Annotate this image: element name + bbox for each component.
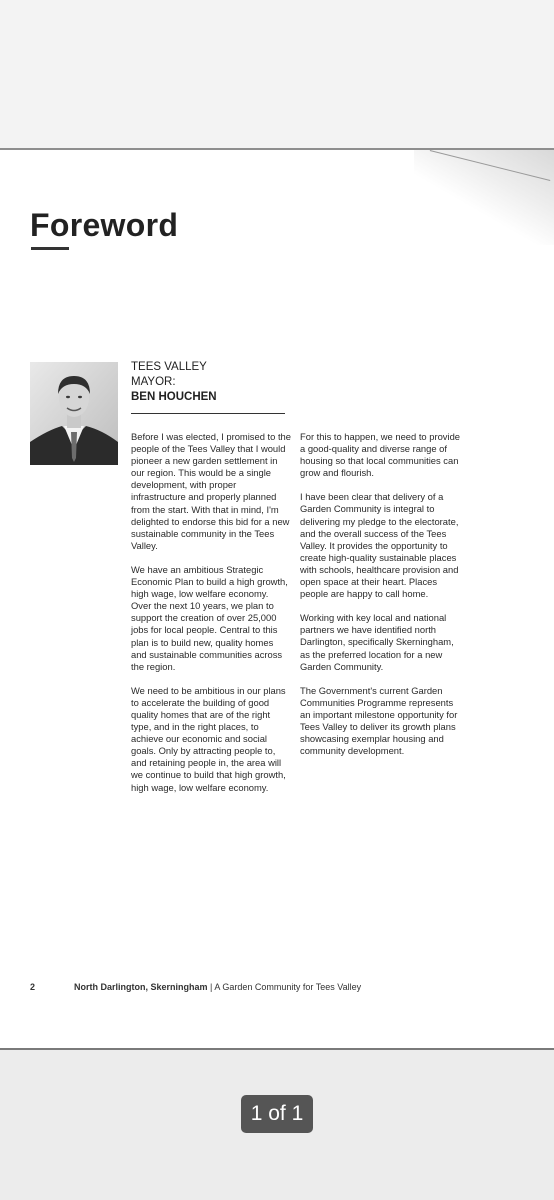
mayor-role [131,360,281,390]
document-page [0,148,554,1050]
text-column-right [300,431,460,769]
text-column-left [131,431,291,806]
paragraph: The Government's current Garden Communities Programme represents an important milestone opportunity for Tees Valley to deliver its growth plans showcasing exemplar housing and community development. [300,684,458,757]
page-footer [30,982,530,992]
page-indicator: 1 of 1 [241,1095,313,1133]
footer-separator: | [207,982,215,992]
paragraph: We have an ambitious Strategic Economic Plan to build a high growth, high wage, low welfare economy. Over the next 10 years, we plan to support the creation of over 25,000 jobs for local people. Central to this plan is to build new, quality homes and sustainable communities across the region. [131,563,288,672]
paragraph: I have been clear that delivery of a Garden Community is integral to delivering my pledge to the electorate, and the overall success of the Tees Valley. It provides the opportunity to create high-quality sustainable places with schools, healthcare provision and open space at their heart. Places people are happy to call home. [300,491,459,600]
mayor-portrait [30,362,118,465]
mayor-name: BEN HOUCHEN [131,391,217,403]
paragraph: For this to happen, we need to provide a good-quality and diverse range of housing so that local communities can grow and flourish. [300,431,460,479]
page-title: Foreword [30,207,179,243]
footer-subtitle: A Garden Community for Tees Valley [214,982,362,992]
name-divider [131,413,285,414]
paragraph: Working with key local and national partners we have identified north Darlington, specifically Skerningham, as the preferred location for a new Garden Community. [300,612,454,672]
paragraph: We need to be ambitious in our plans to accelerate the building of good quality homes that are of the right type, and in the right places, to achieve our economic and social goals. Only by attracting people to, and retaining people in, the area will we continue to build that high growth, high wage, low welfare economy. [131,684,286,793]
viewer-top-area [0,0,554,148]
page-number: 2 [30,982,36,992]
paragraph: Before I was elected, I promised to the people of the Tees Valley that I would pioneer a new garden settlement in our region. This would be a single development, with proper infrastructure and properly planned from the start. With that in mind, I'm delighted to endorse this bid for a new sustainable community in the Tees Valley. [131,431,291,551]
title-underline [31,247,69,250]
role-line: MAYOR: [131,376,176,388]
footer-doc-name: North Darlington, Skerningham [74,982,208,992]
role-line: TEES VALLEY [131,361,207,373]
